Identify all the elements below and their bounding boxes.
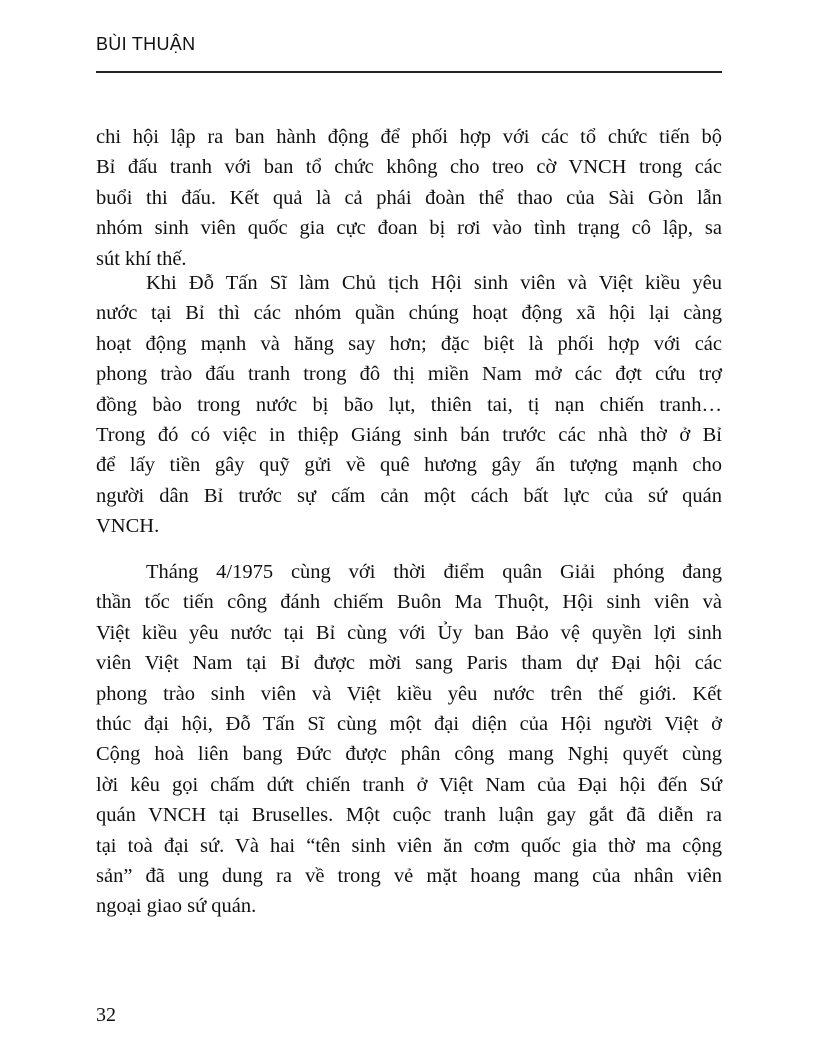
text-line: Cộng hoà liên bang Đức được phân công mang Nghị quyết cùng — [96, 743, 722, 766]
text-line: Việt kiều yêu nước tại Bỉ cùng với Ủy ban Bảo vệ quyền lợi sinh — [96, 621, 722, 644]
header-rule — [96, 71, 722, 73]
text-line: thần tốc tiến công đánh chiếm Buôn Ma Thuột, Hội sinh viên và — [96, 591, 722, 614]
paragraph-3 — [96, 557, 722, 922]
text-line: thúc đại hội, Đỗ Tấn Sĩ cùng một đại diện của Hội người Việt ở — [96, 712, 722, 735]
paragraph-1 — [96, 122, 722, 274]
paragraph-2 — [96, 268, 722, 542]
text-line: tại toà đại sứ. Và hai “tên sinh viên ăn cơm quốc gia thờ ma cộng — [96, 834, 722, 857]
text-line: nhóm sinh viên quốc gia cực đoan bị rơi vào tình trạng cô lập, sa — [96, 217, 722, 240]
text-line: lời kêu gọi chấm dứt chiến tranh ở Việt Nam của Đại hội đến Sứ — [96, 773, 722, 796]
text-line: ngoại giao sứ quán. — [96, 895, 257, 918]
page-number: 32 — [96, 1004, 116, 1026]
text-line: người dân Bỉ trước sự cấm cản một cách bất lực của sứ quán — [96, 484, 722, 507]
text-line: buổi thi đấu. Kết quả là cả phái đoàn thể thao của Sài Gòn lẫn — [96, 186, 722, 209]
text-line: hoạt động mạnh và hăng say hơn; đặc biệt là phối hợp với các — [96, 332, 722, 355]
running-header: BÙI THUẬN — [96, 34, 196, 54]
text-line: quán VNCH tại Bruselles. Một cuộc tranh luận gay gắt đã diễn ra — [96, 804, 722, 827]
text-line: VNCH. — [96, 515, 160, 538]
text-line: Bỉ đấu tranh với ban tổ chức không cho treo cờ VNCH trong các — [96, 156, 722, 179]
text-line: Khi Đỗ Tấn Sĩ làm Chủ tịch Hội sinh viên và Việt kiều yêu — [146, 272, 722, 294]
text-line: đồng bào trong nước bị bão lụt, thiên tai, tị nạn chiến tranh… — [96, 393, 722, 416]
text-line: sản” đã ung dung ra về trong vẻ mặt hoang mang của nhân viên — [96, 864, 722, 887]
text-line: Tháng 4/1975 cùng với thời điểm quân Giải phóng đang — [146, 561, 722, 583]
text-line: Trong đó có việc in thiệp Giáng sinh bán trước các nhà thờ ở Bỉ — [96, 423, 722, 446]
text-line: chi hội lập ra ban hành động để phối hợp với các tổ chức tiến bộ — [96, 126, 722, 148]
text-line: sút khí thế. — [96, 247, 187, 270]
text-line: phong trào đấu tranh trong đô thị miền Nam mở các đợt cứu trợ — [96, 363, 722, 386]
text-line: viên Việt Nam tại Bỉ được mời sang Paris tham dự Đại hội các — [96, 652, 722, 675]
text-line: phong trào sinh viên và Việt kiều yêu nước trên thế giới. Kết — [96, 682, 722, 705]
text-line: nước tại Bỉ thì các nhóm quần chúng hoạt động xã hội lại càng — [96, 302, 722, 325]
text-line: để lấy tiền gây quỹ gửi về quê hương gây ấn tượng mạnh cho — [96, 454, 722, 477]
